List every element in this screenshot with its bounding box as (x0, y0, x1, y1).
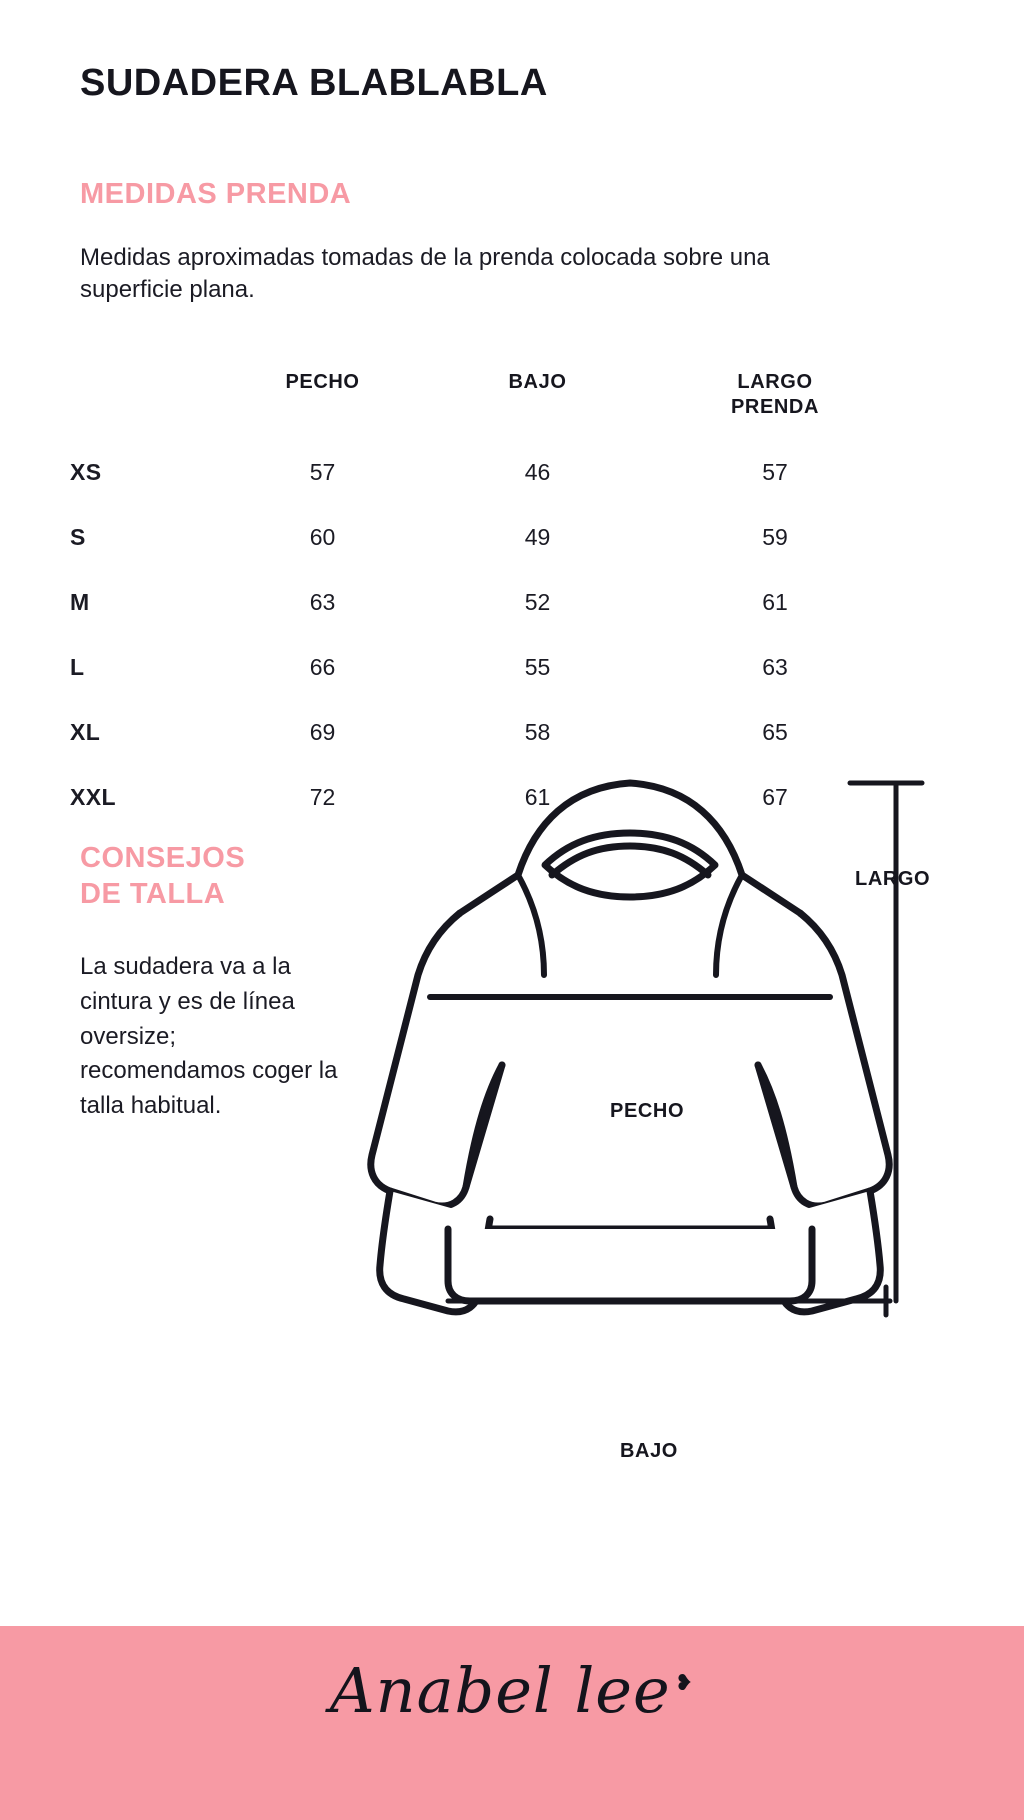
cell-bottom: 61 (524, 784, 551, 810)
label-pecho: PECHO (610, 1100, 685, 1122)
cell-chest: 63 (309, 589, 336, 615)
measurements-intro: Medidas aproximadas tomadas de la prenda colocada sobre una superficie plana. (80, 244, 770, 304)
footer-bar (0, 1626, 1024, 1820)
header-bottom: BAJO (508, 371, 567, 393)
cell-length: 65 (762, 719, 788, 745)
table-row (70, 570, 950, 635)
cell-chest: 60 (309, 524, 336, 550)
header-length (645, 370, 905, 420)
advice-text: La sudadera va a la cintura y es de línea oversize; recomendamos coger la talla habitual. (80, 953, 338, 1120)
cell-chest: 66 (309, 654, 336, 680)
cell-bottom: 55 (524, 654, 551, 680)
brand-name: Anabel lee (329, 1654, 671, 1727)
measurements-heading: MEDIDAS PRENDA (80, 178, 352, 210)
sweatshirt-diagram (330, 735, 930, 1355)
header-length-line1: LARGO (737, 371, 813, 393)
cell-size: M (70, 589, 90, 615)
label-bajo: BAJO (620, 1440, 678, 1462)
cell-chest: 69 (309, 719, 336, 745)
cell-size: XL (70, 719, 101, 745)
cell-bottom: 49 (524, 524, 551, 550)
cell-length: 57 (762, 459, 788, 485)
cell-chest: 57 (309, 459, 336, 485)
table-row (70, 505, 950, 570)
cell-length: 67 (762, 784, 788, 810)
cell-chest: 72 (309, 784, 336, 810)
page-title: SUDADERA BLABLABLA (80, 62, 548, 104)
header-chest: PECHO (285, 371, 360, 393)
table-header-row (70, 370, 950, 440)
advice-heading-line2: DE TALLA (80, 878, 226, 911)
cell-size: S (70, 524, 86, 550)
table-row (70, 440, 950, 505)
cell-length: 61 (762, 589, 788, 615)
cell-bottom: 58 (524, 719, 551, 745)
table-row (70, 635, 950, 700)
hearts-icon: ❥ (674, 1671, 695, 1697)
advice-heading-line1: CONSEJOS (80, 842, 246, 874)
cell-size: L (70, 654, 85, 680)
cell-length: 63 (762, 654, 788, 680)
brand-logo (0, 1654, 1024, 1727)
cell-length: 59 (762, 524, 788, 550)
header-length-line2: PRENDA (730, 396, 820, 418)
label-largo: LARGO (855, 868, 931, 890)
cell-size: XS (70, 459, 102, 485)
cell-bottom: 46 (524, 459, 551, 485)
cell-bottom: 52 (524, 589, 551, 615)
cell-size: XXL (70, 784, 116, 810)
